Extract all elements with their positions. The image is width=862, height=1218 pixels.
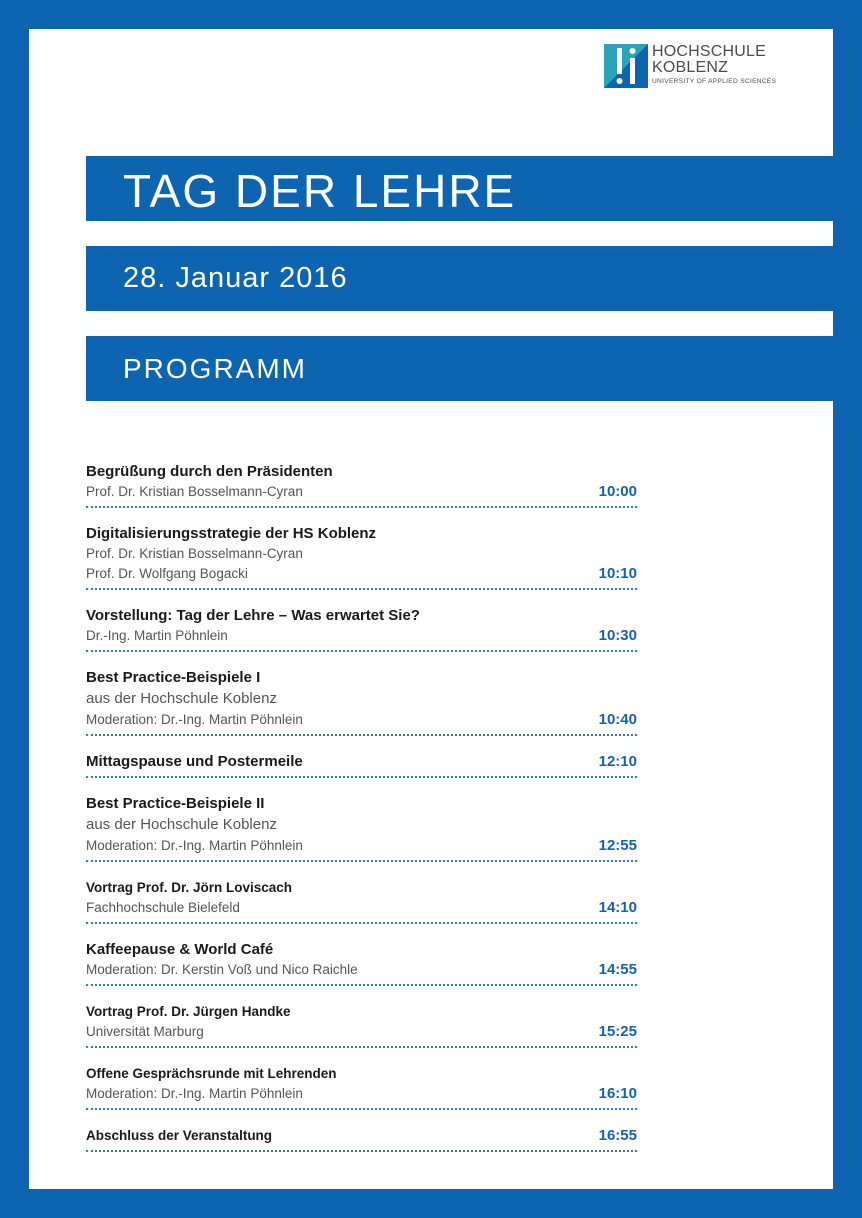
program-item [86,524,637,590]
program-item-speaker: Moderation: Dr.-Ing. Martin Pöhnlein [86,1086,303,1101]
program-item-time: 10:10 [598,565,637,582]
program-item-title: Digitalisierungsstrategie der HS Koblenz [86,525,377,542]
program-item-time: 12:55 [598,837,637,854]
date-band [86,246,862,311]
program-item-speaker: Fachhochschule Bielefeld [86,900,240,915]
program-item-time: 10:40 [598,711,637,728]
program-item-title: Vortrag Prof. Dr. Jürgen Handke [86,1004,291,1019]
program-item-time: 16:55 [598,1127,637,1144]
program-item [86,1002,637,1048]
program-item [86,462,637,508]
program-item [86,878,637,924]
section-heading: PROGRAMM [123,353,307,384]
program-item-title: Begrüßung durch den Präsidenten [86,463,333,480]
program-item-speaker: Moderation: Dr. Kerstin Voß und Nico Raichle [86,962,358,977]
program-item [86,794,637,862]
program-item-speaker: Universität Marburg [86,1024,204,1039]
program-item-title: Offene Gesprächsrunde mit Lehrenden [86,1066,337,1081]
hochschule-logo-icon [604,44,648,88]
program-item [86,1064,637,1110]
program-item-title: Vortrag Prof. Dr. Jörn Loviscach [86,880,293,895]
program-item-speaker: Prof. Dr. Kristian Bosselmann-Cyran [86,546,303,561]
program-item-time: 10:30 [598,627,637,644]
program-item-title: Best Practice-Beispiele II [86,795,265,812]
program-item-time: 16:10 [598,1085,637,1102]
program-item [86,752,637,778]
logo-line-3: UNIVERSITY OF APPLIED SCIENCES [652,78,777,85]
program-item [86,606,637,652]
program-list [86,462,637,1168]
program-item-title: Vorstellung: Tag der Lehre – Was erwartet Sie? [86,607,420,624]
program-item [86,940,637,986]
program-item-title: Abschluss der Veranstaltung [86,1128,273,1143]
program-item-intro: aus der Hochschule Koblenz [86,690,277,707]
program-item [86,668,637,736]
program-item-title: Kaffeepause & World Café [86,941,274,958]
program-item-time: 14:10 [598,899,637,916]
page-title: TAG DER LEHRE [123,165,517,217]
university-logo [575,44,775,92]
section-band [86,336,862,401]
program-item-time: 15:25 [598,1023,637,1040]
program-item-title: Mittagspause und Postermeile [86,753,303,770]
program-item-title: Best Practice-Beispiele I [86,669,261,686]
program-item-speaker: Prof. Dr. Kristian Bosselmann-Cyran [86,484,303,499]
program-item-speaker: Dr.-Ing. Martin Pöhnlein [86,628,228,643]
event-date: 28. Januar 2016 [123,262,348,294]
program-item-time: 12:10 [598,753,637,770]
program-item-intro: aus der Hochschule Koblenz [86,816,277,833]
program-item-time: 14:55 [598,961,637,978]
title-band [86,156,862,221]
program-item-time: 10:00 [598,483,637,500]
program-item-speaker: Prof. Dr. Wolfgang Bogacki [86,566,248,581]
program-item [86,1126,637,1152]
program-item-speaker: Moderation: Dr.-Ing. Martin Pöhnlein [86,838,303,853]
logo-line-2: KOBLENZ [652,59,729,76]
logo-line-1: HOCHSCHULE [652,43,767,60]
program-item-speaker: Moderation: Dr.-Ing. Martin Pöhnlein [86,712,303,727]
